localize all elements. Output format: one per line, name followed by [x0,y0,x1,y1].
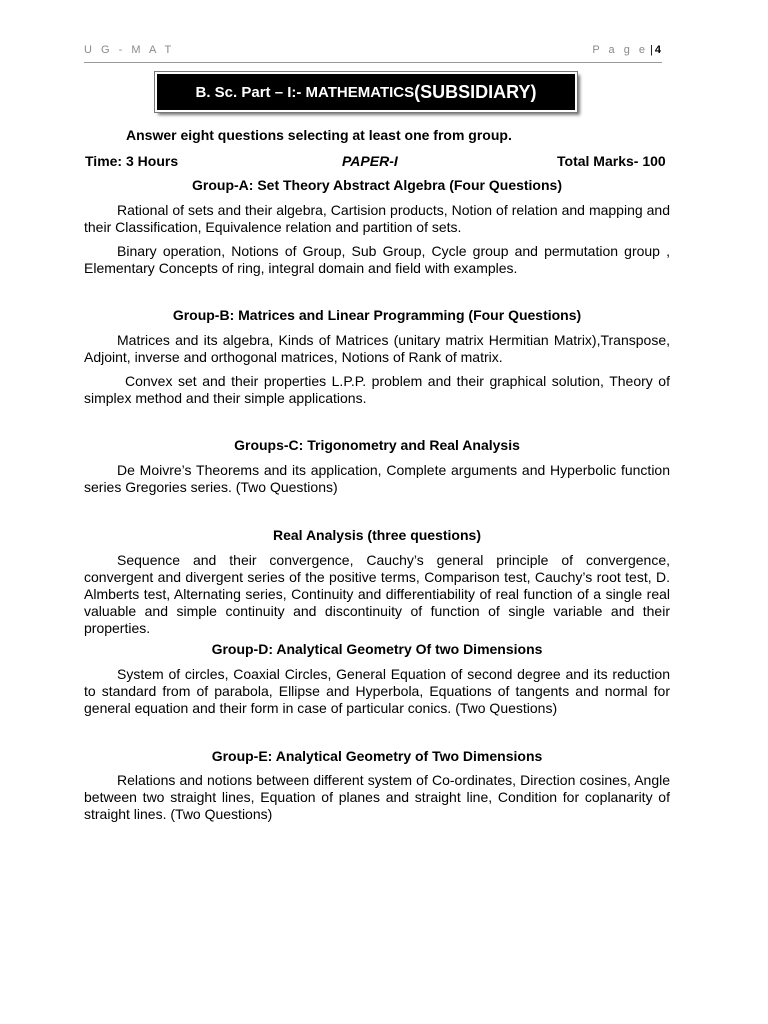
group-a-paragraph-1: Rational of sets and their algebra, Cartision products, Notion of relation and mapping and their Classification, Equivalence relation and partition of sets. [84,202,670,235]
real-analysis-heading: Real Analysis (three questions) [273,527,481,543]
group-e-paragraph-1: Relations and notions between different system of Co-ordinates, Direction cosines, Angle between two straight lines, Equation of planes and straight line, Condition for coplanarity of straight lines. (Two Questions) [84,772,670,822]
total-marks: Total Marks- 100 [557,153,666,169]
group-d-paragraph-1: System of circles, Coaxial Circles, General Equation of second degree and its reduction to standard from of parabola, Ellipse and Hyperbola, Equations of tangents and normal for general equation and their form in case of particular conics. (Two Questions) [84,666,670,716]
group-b-paragraph-2: Convex set and their properties L.P.P. problem and their graphical solution, Theory of simplex method and their simple applications. [84,373,670,406]
exam-time: Time: 3 Hours [85,153,179,169]
group-b-heading: Group-B: Matrices and Linear Programming (Four Questions) [172,307,582,323]
title-subsidiary: (SUBSIDIARY) [414,81,537,102]
document-title [155,72,577,112]
page-header [84,42,662,63]
header-course: U G - M A T [84,44,175,56]
title-main: B. Sc. Part – I:- MATHEMATICS [195,83,415,101]
page-number: 4 [654,44,662,56]
page-separator: | [650,44,653,56]
group-c-paragraph-1: De Moivre’s Theorems and its application, Complete arguments and Hyperbolic function series Gregories series. (Two Questions) [84,462,670,495]
group-d-heading: Group-D: Analytical Geometry Of two Dimensions [211,641,543,657]
real-analysis-paragraph-1: Sequence and their convergence, Cauchy’s general principle of convergence, convergent and divergent series of the positive terms, Comparison test, Cauchy’s root test, D. Almberts test, Alternating series, Continuity and differentiability of real function of a single real valuable and simple continuity and discontinuity of function of single variable and their properties. [84,552,670,636]
page-label: P a g e [592,44,649,56]
group-c-heading: Groups-C: Trigonometry and Real Analysis [234,437,520,453]
exam-instruction: Answer eight questions selecting at least one from group. [126,127,512,143]
group-a-heading: Group-A: Set Theory Abstract Algebra (Four Questions) [192,177,562,193]
group-b-paragraph-1: Matrices and its algebra, Kinds of Matrices (unitary matrix Hermitian Matrix),Transpose, Adjoint, inverse and orthogonal matrices, Notions of Rank of matrix. [84,332,670,365]
header-page [592,44,662,56]
group-e-heading: Group-E: Analytical Geometry of Two Dimensions [211,748,543,764]
paper-name: PAPER-I [342,153,398,169]
group-a-paragraph-2: Binary operation, Notions of Group, Sub Group, Cycle group and permutation group , Elementary Concepts of ring, integral domain and field with examples. [84,243,670,276]
